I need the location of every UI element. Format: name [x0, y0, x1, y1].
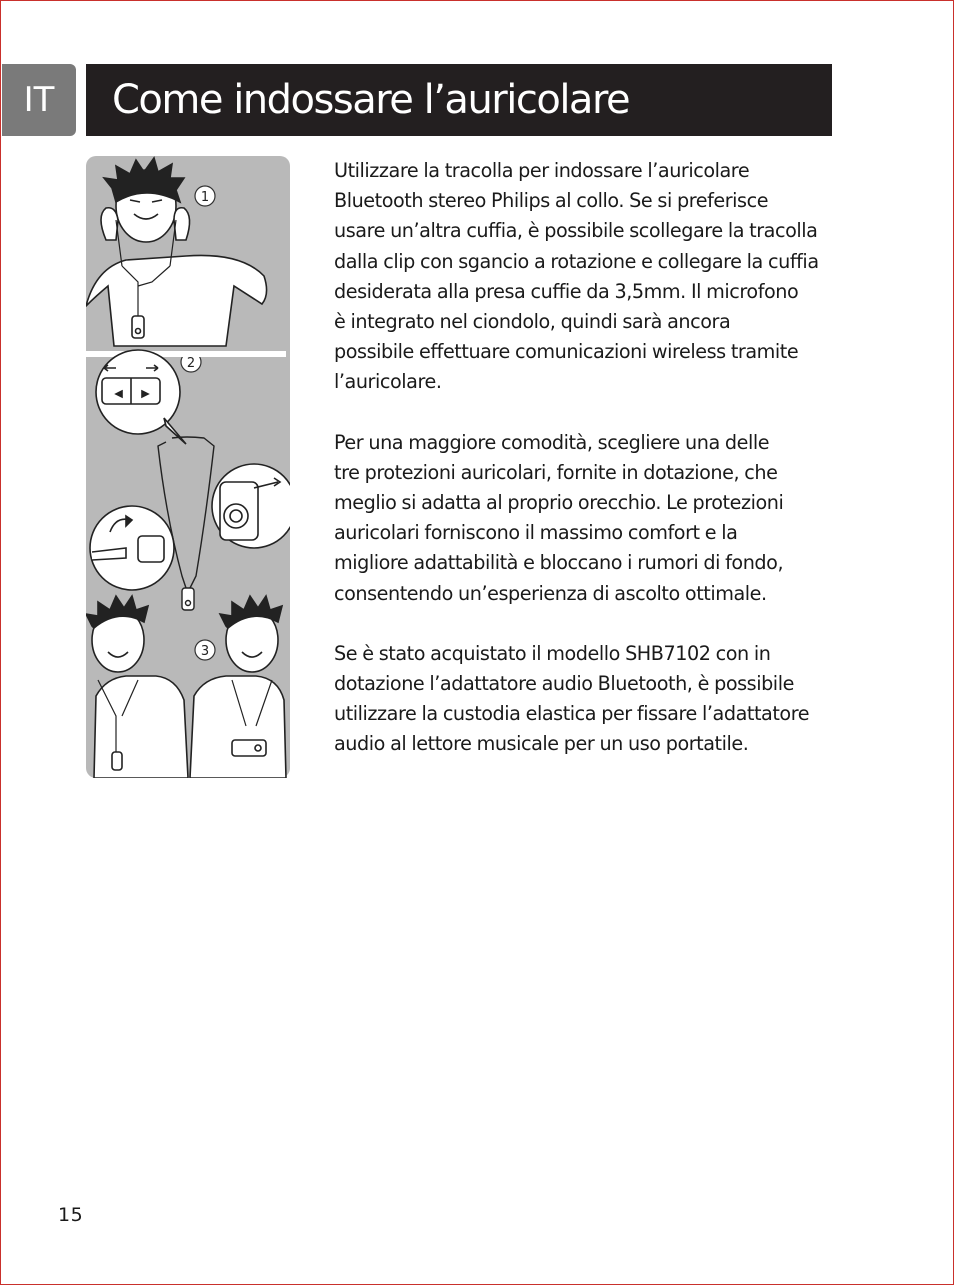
page-number: 15: [58, 1204, 84, 1226]
text-line: dalla clip con sgancio a rotazione e collegare la cuffia: [334, 249, 819, 273]
text-line: dotazione l’adattatore audio Bluetooth, è possibile: [334, 672, 794, 696]
page-title: Come indossare l’auricolare: [112, 77, 630, 123]
ear-cap-detail: [90, 506, 174, 590]
text-line: Bluetooth stereo Philips al collo. Se si preferisce: [334, 189, 769, 213]
text-line: audio al lettore musicale per un uso portatile.: [334, 732, 749, 756]
text-line: possibile effettuare comunicazioni wireless tramite: [334, 340, 799, 364]
text-line: usare un’altra cuffia, è possibile scollegare la tracolla: [334, 219, 818, 243]
title-bar: [86, 64, 832, 136]
text-line: Per una maggiore comodità, scegliere una delle: [334, 430, 770, 454]
text-line: tre protezioni auricolari, fornite in dotazione, che: [334, 460, 778, 484]
language-tab: IT: [2, 64, 76, 136]
step2-label: 2: [186, 356, 196, 371]
paragraph-adapter: [334, 639, 834, 760]
rotate-clip-detail: [212, 464, 290, 548]
paragraph-ear-caps: [334, 428, 834, 609]
text-line: desiderata alla presa cuffie da 3,5mm. Il microfono: [334, 279, 799, 303]
text-line: consentendo un’esperienza di ascolto ottimale.: [334, 581, 767, 605]
paragraph-strap-usage: [334, 156, 834, 398]
text-line: Utilizzare la tracolla per indossare l’auricolare: [334, 159, 750, 182]
text-line: auricolari forniscono il massimo comfort e la: [334, 521, 738, 545]
wearing-instructions-illustration: [86, 156, 290, 778]
text-line: è integrato nel ciondolo, quindi sarà ancora: [334, 310, 731, 334]
text-line: meglio si adatta al proprio orecchio. Le protezioni: [334, 491, 784, 515]
step1-label: 1: [200, 190, 210, 205]
text-line: Se è stato acquistato il modello SHB7102 con in: [334, 641, 771, 665]
text-line: l’auricolare.: [334, 370, 442, 394]
text-line: utilizzare la custodia elastica per fissare l’adattatore: [334, 702, 810, 726]
body-text: [334, 156, 834, 790]
step3-label: 3: [200, 644, 210, 659]
text-line: migliore adattabilità e bloccano i rumori di fondo,: [334, 551, 784, 575]
